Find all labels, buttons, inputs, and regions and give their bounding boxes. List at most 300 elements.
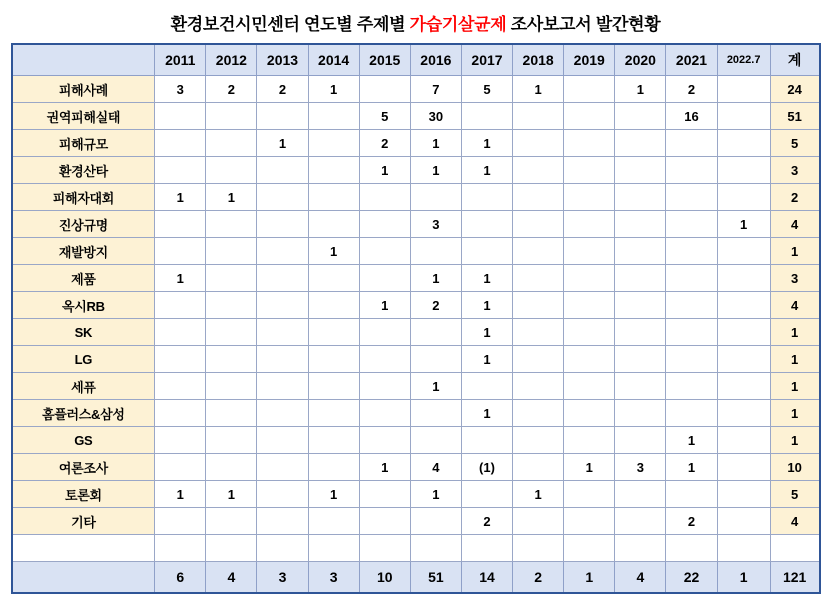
data-cell [717,400,770,427]
data-cell [308,373,359,400]
data-cell [206,103,257,130]
data-cell [155,427,206,454]
spacer-cell [564,535,615,562]
data-cell [717,157,770,184]
data-cell [308,292,359,319]
spacer-cell [615,535,666,562]
data-cell [615,184,666,211]
data-cell [410,238,461,265]
data-cell [308,211,359,238]
data-cell [257,238,308,265]
table-row [12,319,820,346]
data-cell [717,76,770,103]
data-cell [513,454,564,481]
data-cell [564,373,615,400]
data-cell: 1 [461,319,512,346]
data-cell [206,373,257,400]
data-cell [308,130,359,157]
column-header-2016: 2016 [410,44,461,76]
table-row [12,130,820,157]
data-cell [666,130,717,157]
data-cell [666,238,717,265]
data-cell [666,184,717,211]
data-cell [359,265,410,292]
data-cell [257,508,308,535]
footer-total-cell: 51 [410,562,461,594]
data-cell [410,400,461,427]
data-cell [717,481,770,508]
data-cell [615,103,666,130]
row-label: 환경산타 [12,157,155,184]
row-total: 1 [770,346,819,373]
data-cell [257,265,308,292]
title-suffix: 조사보고서 발간현황 [506,15,661,34]
data-cell [717,184,770,211]
row-label: LG [12,346,155,373]
column-header-2012: 2012 [206,44,257,76]
table-row [12,238,820,265]
data-cell [359,373,410,400]
table-corner-cell [12,44,155,76]
data-cell: 1 [155,481,206,508]
data-cell [461,103,512,130]
data-cell: 1 [155,184,206,211]
data-cell [257,346,308,373]
page-title [0,0,831,43]
data-cell: 1 [359,454,410,481]
spacer-cell [410,535,461,562]
table-row [12,184,820,211]
data-cell [666,346,717,373]
footer-label [12,562,155,594]
data-cell: 1 [513,481,564,508]
data-cell: 1 [308,76,359,103]
row-label: 토론회 [12,481,155,508]
data-cell: 2 [461,508,512,535]
row-total: 4 [770,292,819,319]
data-cell [513,265,564,292]
data-cell [206,238,257,265]
row-total: 1 [770,319,819,346]
data-cell [564,76,615,103]
column-header-2022.7: 2022.7 [717,44,770,76]
data-cell: (1) [461,454,512,481]
data-cell [155,454,206,481]
data-cell: 1 [513,76,564,103]
data-cell: 3 [615,454,666,481]
data-cell [257,481,308,508]
table-row [12,373,820,400]
row-label: 제품 [12,265,155,292]
data-cell [359,346,410,373]
data-cell [359,184,410,211]
data-cell [257,319,308,346]
table-row [12,454,820,481]
data-cell: 5 [461,76,512,103]
data-cell [615,427,666,454]
data-cell [257,427,308,454]
data-cell [155,292,206,319]
table-row [12,481,820,508]
table-row [12,157,820,184]
data-cell [155,346,206,373]
data-cell: 1 [410,157,461,184]
data-cell [410,319,461,346]
row-label: 홈플러스&삼성 [12,400,155,427]
data-cell [257,373,308,400]
data-cell [513,103,564,130]
row-total: 5 [770,130,819,157]
data-cell: 1 [666,454,717,481]
footer-total-cell: 4 [615,562,666,594]
data-cell [666,265,717,292]
column-header-2011: 2011 [155,44,206,76]
table-row [12,508,820,535]
footer-total-cell: 10 [359,562,410,594]
table-row [12,427,820,454]
column-header-2017: 2017 [461,44,512,76]
data-cell [564,346,615,373]
table-header-row [12,44,820,76]
row-label: 세퓨 [12,373,155,400]
data-cell: 1 [461,157,512,184]
data-cell [615,130,666,157]
data-cell: 2 [359,130,410,157]
spacer-cell [206,535,257,562]
row-total: 5 [770,481,819,508]
data-cell [461,373,512,400]
data-cell [155,157,206,184]
spacer-cell [717,535,770,562]
data-cell: 1 [257,130,308,157]
data-cell: 1 [206,481,257,508]
spacer-cell [12,535,155,562]
data-cell [359,319,410,346]
data-cell [564,319,615,346]
data-cell [666,211,717,238]
data-cell [410,508,461,535]
row-label: 피해사례 [12,76,155,103]
data-cell [155,373,206,400]
data-cell [257,211,308,238]
data-cell [513,211,564,238]
data-cell [564,238,615,265]
data-cell: 7 [410,76,461,103]
column-header-2021: 2021 [666,44,717,76]
data-cell: 1 [461,400,512,427]
footer-total-cell: 22 [666,562,717,594]
footer-total-cell: 3 [257,562,308,594]
data-cell [564,508,615,535]
data-cell [666,481,717,508]
data-cell [359,427,410,454]
data-cell [513,373,564,400]
data-cell [308,508,359,535]
data-cell: 1 [155,265,206,292]
data-cell [410,184,461,211]
spacer-cell [155,535,206,562]
spacer-cell [359,535,410,562]
data-cell [308,427,359,454]
data-cell [155,211,206,238]
row-label: 권역피해실태 [12,103,155,130]
row-label: 재발방지 [12,238,155,265]
data-cell [513,238,564,265]
data-cell [564,211,615,238]
row-total: 51 [770,103,819,130]
data-cell [359,508,410,535]
title-prefix: 환경보건시민센터 연도별 주제별 [170,15,410,34]
data-cell [308,103,359,130]
spacer-cell [770,535,819,562]
data-cell [155,400,206,427]
data-cell: 2 [410,292,461,319]
data-cell [155,103,206,130]
row-total: 4 [770,508,819,535]
data-cell [359,400,410,427]
data-cell [666,292,717,319]
data-cell [615,400,666,427]
data-cell [615,238,666,265]
data-cell [308,319,359,346]
row-total: 24 [770,76,819,103]
data-cell [257,400,308,427]
data-cell [666,373,717,400]
data-cell [717,103,770,130]
data-cell [461,238,512,265]
table-row [12,76,820,103]
data-cell [206,400,257,427]
data-cell [717,373,770,400]
data-cell: 1 [615,76,666,103]
data-cell [206,292,257,319]
column-header-2015: 2015 [359,44,410,76]
data-cell [564,157,615,184]
data-cell [666,400,717,427]
footer-total-cell: 6 [155,562,206,594]
data-cell [308,184,359,211]
data-cell: 1 [564,454,615,481]
row-total: 2 [770,184,819,211]
data-cell [615,373,666,400]
data-cell [564,265,615,292]
column-header-2018: 2018 [513,44,564,76]
table-row [12,292,820,319]
data-cell [206,130,257,157]
table-row [12,265,820,292]
data-cell [257,157,308,184]
row-total: 3 [770,265,819,292]
data-cell [206,265,257,292]
data-cell [513,346,564,373]
data-cell [564,481,615,508]
data-cell [615,211,666,238]
table-row [12,103,820,130]
row-total: 4 [770,211,819,238]
footer-total-cell: 1 [717,562,770,594]
row-label: SK [12,319,155,346]
spacer-cell [461,535,512,562]
footer-total-cell: 1 [564,562,615,594]
data-cell: 1 [666,427,717,454]
data-cell: 1 [359,157,410,184]
footer-total-cell: 14 [461,562,512,594]
spacer-cell [513,535,564,562]
data-cell [564,292,615,319]
footer-total-cell: 4 [206,562,257,594]
data-cell [564,103,615,130]
table-row [12,211,820,238]
data-cell [513,319,564,346]
row-label: 피해자대회 [12,184,155,211]
data-cell [717,427,770,454]
table-row [12,400,820,427]
data-cell [308,400,359,427]
grand-total: 121 [770,562,819,594]
spacer-cell [308,535,359,562]
row-total: 1 [770,373,819,400]
table-spacer-row [12,535,820,562]
row-label: 기타 [12,508,155,535]
data-cell [461,211,512,238]
data-cell [461,481,512,508]
row-total: 1 [770,427,819,454]
data-cell [257,184,308,211]
data-cell [717,508,770,535]
row-total: 1 [770,400,819,427]
data-cell [564,130,615,157]
data-cell [206,508,257,535]
data-cell [308,454,359,481]
data-cell: 16 [666,103,717,130]
data-cell [717,292,770,319]
column-header-2019: 2019 [564,44,615,76]
data-cell [155,130,206,157]
row-total: 10 [770,454,819,481]
column-header-2014: 2014 [308,44,359,76]
row-label: GS [12,427,155,454]
data-cell [615,292,666,319]
data-cell [564,400,615,427]
data-cell [308,346,359,373]
data-cell [155,238,206,265]
data-cell [513,184,564,211]
column-header-2020: 2020 [615,44,666,76]
row-total: 1 [770,238,819,265]
data-cell [206,211,257,238]
data-cell [359,76,410,103]
data-cell: 2 [666,76,717,103]
data-cell: 1 [308,238,359,265]
data-cell [257,103,308,130]
data-cell: 1 [359,292,410,319]
data-cell: 2 [257,76,308,103]
row-label: 여론조사 [12,454,155,481]
data-cell: 1 [410,373,461,400]
data-cell: 5 [359,103,410,130]
data-cell [717,130,770,157]
data-cell: 1 [206,184,257,211]
data-cell [410,346,461,373]
data-cell [461,184,512,211]
data-cell: 1 [461,346,512,373]
data-cell: 1 [461,292,512,319]
data-cell [359,238,410,265]
data-cell: 4 [410,454,461,481]
data-cell: 1 [461,265,512,292]
data-cell [717,319,770,346]
column-header-total: 계 [770,44,819,76]
data-cell [513,427,564,454]
data-cell [206,454,257,481]
data-cell [155,319,206,346]
footer-total-cell: 3 [308,562,359,594]
data-cell [206,427,257,454]
data-cell: 3 [410,211,461,238]
data-cell [717,454,770,481]
data-cell [513,508,564,535]
data-cell [615,508,666,535]
data-cell [513,157,564,184]
data-cell [513,130,564,157]
data-cell: 2 [206,76,257,103]
row-label: 옥시RB [12,292,155,319]
data-cell [206,157,257,184]
data-cell [666,319,717,346]
data-cell [359,211,410,238]
data-cell [308,157,359,184]
data-cell [564,427,615,454]
data-cell [155,508,206,535]
data-cell [615,157,666,184]
row-label: 피해규모 [12,130,155,157]
data-cell [666,157,717,184]
data-cell [615,346,666,373]
data-cell: 1 [410,265,461,292]
data-cell [461,427,512,454]
report-table [11,43,821,594]
table-row [12,346,820,373]
row-label: 진상규명 [12,211,155,238]
title-highlight: 가습기살균제 [409,15,507,34]
data-cell: 1 [410,130,461,157]
data-cell [615,265,666,292]
data-cell [615,319,666,346]
table-footer-row [12,562,820,594]
data-cell [359,481,410,508]
data-cell [257,292,308,319]
row-total: 3 [770,157,819,184]
data-cell [717,346,770,373]
spacer-cell [666,535,717,562]
spacer-cell [257,535,308,562]
data-cell [564,184,615,211]
data-cell [410,427,461,454]
data-cell: 1 [308,481,359,508]
data-cell: 1 [461,130,512,157]
data-cell: 2 [666,508,717,535]
column-header-2013: 2013 [257,44,308,76]
data-cell [717,238,770,265]
data-cell [206,346,257,373]
data-cell: 1 [410,481,461,508]
data-cell: 1 [717,211,770,238]
data-cell [513,400,564,427]
data-cell [257,454,308,481]
data-cell [615,481,666,508]
data-cell [717,265,770,292]
data-cell [513,292,564,319]
